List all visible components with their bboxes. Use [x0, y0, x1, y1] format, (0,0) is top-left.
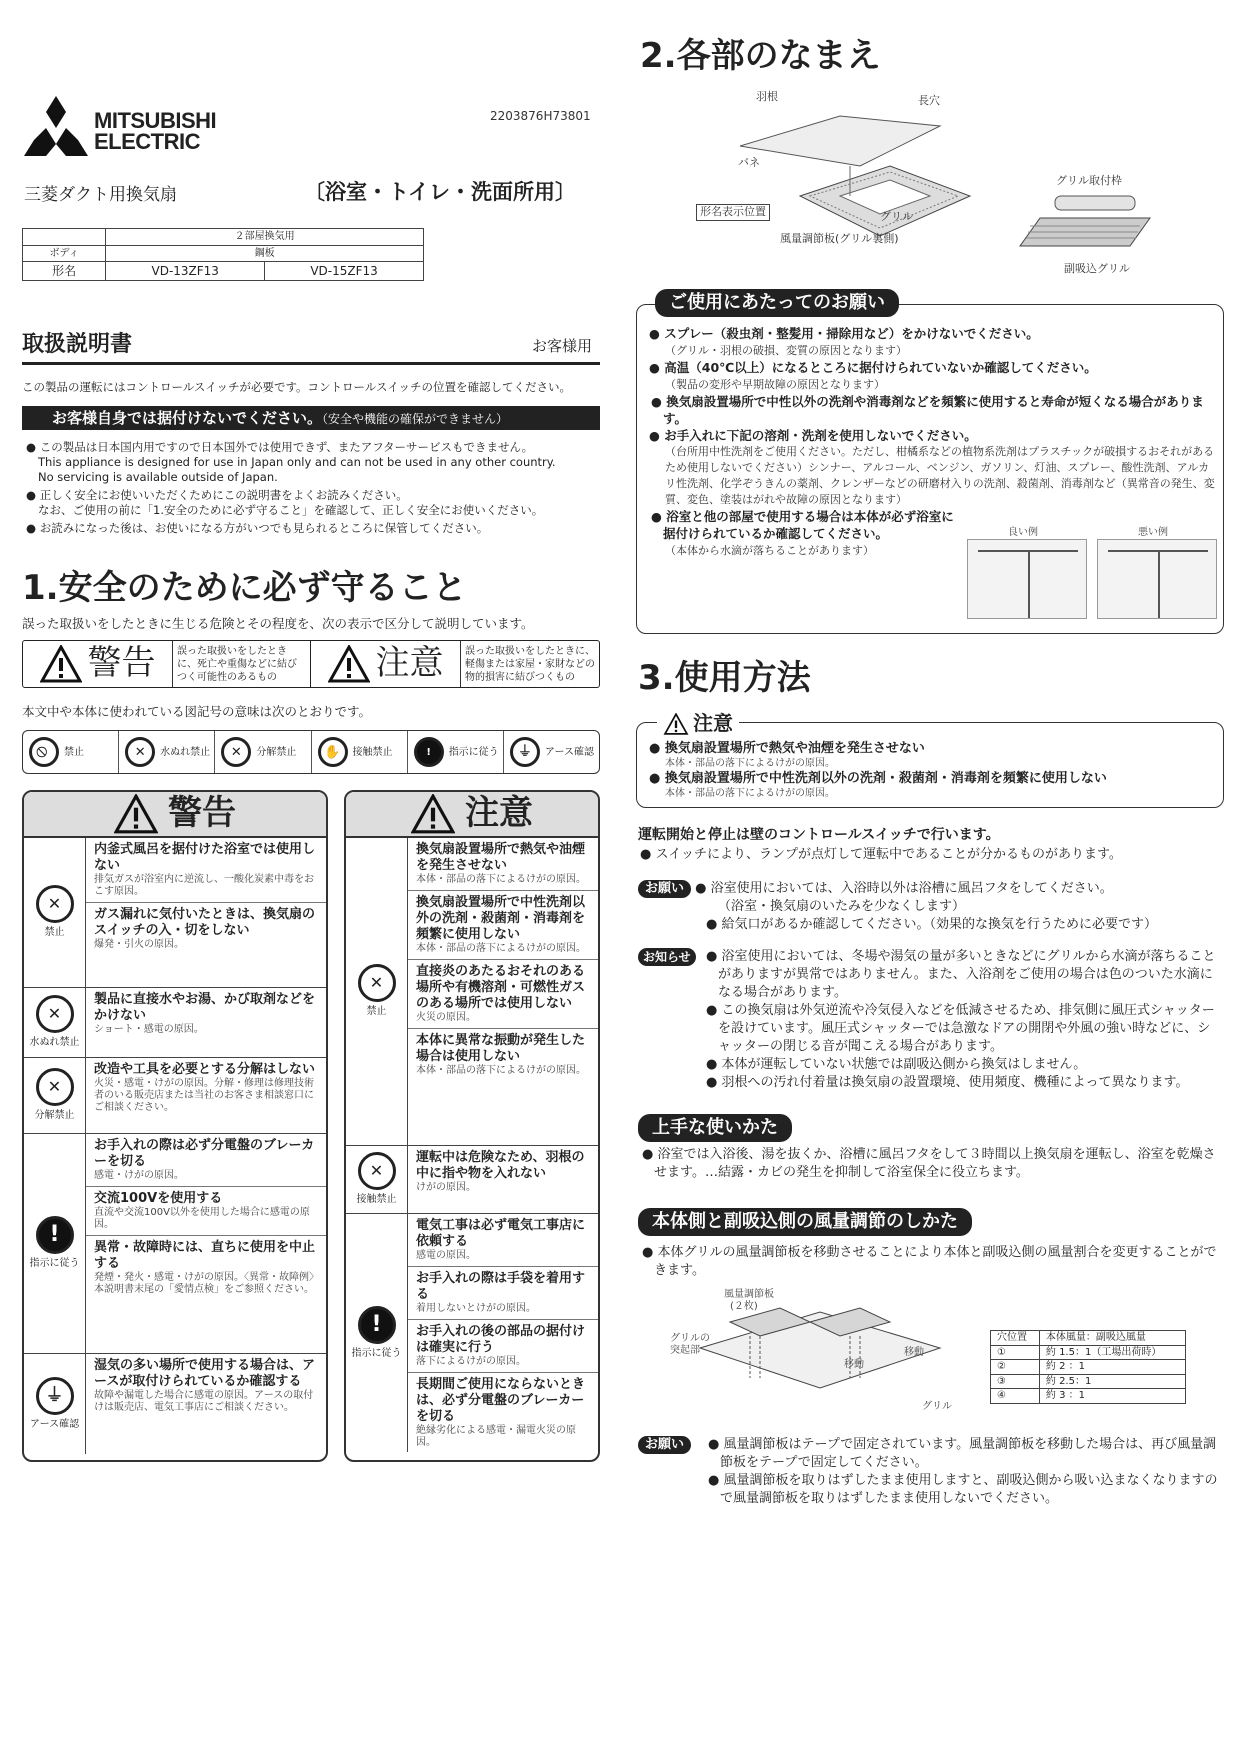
ratio-head-position: 穴位置: [991, 1331, 1040, 1346]
group-icon-label: 禁止: [44, 927, 65, 939]
notice-item: ● この換気扇は外気逆流や冷気侵入などを低減させるため、排気側に風圧式シャッターを設けています。風圧式シャッターでは急激なドアの開閉や外風の強い時などに、シャッターの閉じる音が聞こえる場合があります。: [706, 1003, 1215, 1054]
label-model-position: 形名表示位置: [696, 204, 770, 221]
table-item: [86, 988, 326, 1040]
request-box: [636, 292, 1224, 634]
item-title: 交流100Vを使用する: [94, 1191, 223, 1206]
move-label-1: 移動: [844, 1359, 864, 1370]
section3-title: 3.使用方法: [638, 658, 811, 698]
parts-diagram: [700, 86, 1220, 286]
item-note: 本体・部品の落下によるけがの原因。: [416, 943, 586, 954]
item-title: お手入れの際は必ず分電盤のブレーカーを切る: [94, 1138, 315, 1169]
item-note: 排気ガスが浴室内に逆流し、一酸化炭素中毒をおこす原因。: [94, 874, 314, 897]
section1-lead: 誤った取扱いをしたときに生じる危険とその程度を、次の表示で区分して説明しています。: [22, 616, 534, 631]
group-icon-label: 分解禁止: [34, 1110, 75, 1122]
final-request-section: [638, 1436, 1222, 1508]
item-note: 火災の原因。: [416, 1012, 476, 1023]
table-group: [24, 838, 326, 988]
label-sub-grille: 副吸込グリル: [1064, 262, 1130, 275]
table-item: [408, 1373, 598, 1453]
intro-item-en2: No servicing is available outside of Japan.: [38, 470, 278, 484]
table-item: [408, 960, 598, 1029]
ratio-head-value: 本体風量：副吸込風量: [1039, 1331, 1185, 1346]
product-table: [22, 228, 424, 281]
group-icon-label: 接触禁止: [356, 1194, 397, 1206]
warning-triangle-icon: [114, 794, 158, 834]
intro-item: ● お読みになった後は、お使いになる方がいつでも見られるところに保管してください。: [26, 521, 489, 535]
usage-request-2: ● 給気口があるか確認してください。（効果的な換気を行うために必要です）: [706, 917, 1157, 932]
body-label: ボディ: [23, 245, 106, 262]
usage-caution-item: ● 換気扇設置場所で熱気や油煙を発生させない: [649, 741, 925, 756]
prohibit-icon: ✕: [36, 885, 74, 923]
table-item: [408, 1320, 598, 1373]
usage-caution-sub: 本体・部品の落下によるけがの原因。: [665, 758, 835, 769]
caution-table-head: 注意: [346, 792, 598, 838]
table-item: [408, 1267, 598, 1320]
label-blade: 羽根: [756, 90, 778, 103]
group-icon-cell: [24, 1058, 86, 1133]
no-disassemble-icon: ✕: [221, 737, 251, 767]
fan-unit-illustration: [700, 86, 1220, 286]
item-title: 異常・故障時には、直ちに使用を中止する: [94, 1240, 316, 1271]
request-tag: お願い: [638, 880, 691, 898]
model-1: VD-13ZF13: [106, 262, 265, 281]
table-item: [86, 1354, 326, 1418]
group-icon-label: アース確認: [29, 1418, 80, 1430]
damper-diagram: [660, 1288, 960, 1420]
intro-item: ● 正しく安全にお使いいただくためにこの説明書をよくお読みください。: [26, 488, 408, 502]
symbol-follow: ! 指示に従う: [408, 731, 504, 773]
ratio-row: ② 約 2 ：1: [991, 1360, 1186, 1375]
group-icon-cell: [24, 838, 86, 987]
switch-note: この製品の運転にはコントロールスイッチが必要です。コントロールスイッチの位置を確認してください。: [22, 380, 572, 394]
warning-desc: 誤った取扱いをしたときに、死亡や重傷などに結びつく可能性のあるもの: [173, 641, 311, 687]
item-title: 換気扇設置場所で中性洗剤以外の洗剤・殺菌剤・消毒剤を頻繁に使用しない: [416, 895, 586, 942]
body-value: 鋼板: [106, 245, 424, 262]
symbol-no-disassemble: ✕ 分解禁止: [215, 731, 311, 773]
item-note: 故障や漏電した場合に感電の原因。アースの取付けは販売店、電気工事店にご相談ください。: [94, 1390, 314, 1413]
no-water-icon: ✕: [125, 737, 155, 767]
move-label-2: 移動: [904, 1347, 924, 1358]
good-example-diagram: [967, 527, 1087, 619]
intro-item-en1: This appliance is designed for use in Japan only and can not be used in any other country.: [38, 455, 556, 469]
table-item: [86, 1058, 326, 1118]
item-note: ショート・感電の原因。: [94, 1024, 204, 1035]
table-group: [346, 1214, 598, 1452]
item-note: 直流や交流100V以外を使用した場合に感電の原因。: [94, 1207, 310, 1230]
notice-item: ● 本体が運転していない状態では副吸込側から換気はしません。: [706, 1057, 1087, 1072]
group-icon-cell: [346, 1146, 408, 1213]
bad-example-label: 悪い例: [1138, 527, 1168, 538]
group-icon-label: 指示に従う: [351, 1347, 402, 1359]
model-2: VD-15ZF13: [265, 262, 424, 281]
brand-logo: [22, 96, 222, 156]
brand-name-1: MITSUBISHI: [94, 108, 217, 133]
grille-tab-label-1: グリルの: [670, 1333, 710, 1344]
usage-caution-box: [636, 711, 1224, 808]
request-item: ● 浴室と他の部屋で使用する場合は本体が必ず浴室に据付けられているか確認してください。: [651, 509, 954, 541]
warning-table-head: 警告: [24, 792, 326, 838]
table-title: ２部屋換気用: [106, 229, 424, 246]
request-item: ● スプレー（殺虫剤・整髪用・掃除用など）をかけないでください。: [649, 326, 1039, 341]
request-sub: （製品の変形や早期故障の原因となります）: [665, 378, 885, 391]
item-title: 湿気の多い場所で使用する場合は、アースが取付けられているか確認する: [94, 1358, 316, 1389]
grille-label: グリル: [922, 1401, 952, 1412]
table-group: [24, 1134, 326, 1354]
table-item: [408, 1214, 598, 1267]
operation-title: 運転開始と停止は壁のコントロールスイッチで行います。: [638, 827, 1000, 843]
request-title: ご使用にあたってのお願い: [655, 289, 899, 317]
bad-example-diagram: [1097, 527, 1217, 619]
usage-label: 〔浴室・トイレ・洗面所用〕: [304, 180, 576, 204]
ground-icon: ⏚: [510, 737, 540, 767]
item-title: 内釜式風呂を据付けた浴室では使用しない: [94, 842, 316, 873]
notice-item: ● 浴室使用においては、冬場や湯気の量が多いときなどにグリルから水滴が落ちることがありますが異常ではありません。また、入浴剤をご使用の場合は色のついた水滴になる場合があります。: [706, 949, 1216, 1000]
usage-caution-item: ● 換気扇設置場所で中性洗剤以外の洗剤・殺菌剤・消毒剤を頻繁に使用しない: [649, 771, 1107, 786]
item-title: 改造や工具を必要とする分解はしない: [94, 1062, 316, 1077]
item-note: 絶縁劣化による感電・漏電火災の原因。: [416, 1425, 576, 1448]
item-title: お手入れの際は手袋を着用する: [416, 1271, 586, 1302]
label-grille: グリル: [880, 210, 913, 223]
table-item: [408, 1029, 598, 1081]
no-disassemble-icon: ✕: [36, 1068, 74, 1106]
label-slot: 長穴: [918, 94, 940, 107]
no-self-install: お客様自身では据付けないでください。: [52, 409, 323, 427]
notice-section: [638, 948, 1222, 1092]
three-diamonds-icon: [22, 96, 90, 156]
manual-title: 取扱説明書: [22, 332, 133, 357]
request-item: ● お手入れに下記の溶剤・洗剤を使用しないでください。: [649, 428, 977, 443]
request-item: ● 換気扇設置場所で中性以外の洗剤や消毒剤などを頻繁に使用すると寿命が短くなる場合があります。: [651, 394, 1204, 426]
warning-legend: [22, 640, 600, 688]
table-group: [24, 1354, 326, 1454]
item-note: 火災・感電・けがの原因。分解・修理は修理技術者のいる販売店または当社のお客さま相談窓口にご相談ください。: [94, 1078, 314, 1113]
group-icon-label: 水ぬれ禁止: [29, 1037, 80, 1049]
final-request-item: ● 風量調節板を取りはずしたまま使用しますと、副吸込側から吸い込まなくなりますので風量調節板を取りはずしたまま使用しないでください。: [708, 1473, 1218, 1506]
warning-triangle-icon: [40, 645, 82, 683]
table-item: [86, 1134, 326, 1187]
no-touch-icon: ✕: [358, 1152, 396, 1190]
item-note: 落下によるけがの原因。: [416, 1356, 526, 1367]
request-sub: （グリル・羽根の破損、変質の原因となります）: [665, 344, 907, 357]
item-note: 感電・けがの原因。: [94, 1170, 184, 1181]
intro-item-note: なお、ご使用の前に「1.安全のために必ず守ること」を確認して、正しく安全にお使いください。: [38, 503, 544, 517]
request-sub: （本体から水滴が落ちることがあります）: [665, 544, 874, 557]
warning-label: 警告: [87, 643, 156, 684]
brand-name-2: ELECTRIC: [94, 129, 200, 154]
for-customer: お客様用: [532, 337, 593, 355]
exclamation-icon: !: [36, 1216, 74, 1254]
operation-note: ● スイッチにより、ランプが点灯して運転中であることが分かるものがあります。: [640, 847, 1122, 862]
item-note: 着用しないとけがの原因。: [416, 1303, 536, 1314]
symbol-no-water: ✕ 水ぬれ禁止: [119, 731, 215, 773]
group-icon-cell: [346, 838, 408, 1145]
table-group: [346, 838, 598, 1146]
item-title: 電気工事は必ず電気工事店に依頼する: [416, 1218, 586, 1249]
symbols-row: [22, 730, 600, 774]
caution-triangle-icon: [663, 713, 689, 735]
notice-tag: お知らせ: [638, 948, 696, 966]
group-icon-cell: [24, 988, 86, 1057]
table-item: [86, 1236, 326, 1300]
usage-request-1: 浴室使用においては、入浴時以外は浴槽に風呂フタをしてください。: [710, 881, 1113, 896]
final-request-tag: お願い: [638, 1436, 691, 1454]
caution-label: 注意: [375, 643, 444, 684]
section1-title: 1.安全のために必ず守ること: [22, 568, 467, 608]
item-title: 直接炎のあたるおそれのある場所や有機溶剤・可燃性ガスのある場所では使用しない: [416, 964, 586, 1011]
adjust-title: 本体側と副吸込側の風量調節のしかた: [638, 1208, 972, 1236]
model-label: 形名: [23, 262, 106, 281]
tips-title: 上手な使いかた: [638, 1114, 792, 1142]
table-group: [24, 1058, 326, 1134]
request-section: お願い ● 浴室使用においては、入浴時以外は浴槽に風呂フタをしてください。 （浴室・換気扇のいたみを少なくします） ● 給気口があるか確認してください。（効果的な換気を行うために必要です）: [638, 880, 1222, 934]
item-note: 本体・部品の落下によるけがの原因。: [416, 1065, 586, 1076]
no-water-icon: ✕: [36, 995, 74, 1033]
symbol-prohibit: 禁止: [23, 731, 119, 773]
final-request-item: ● 風量調節板はテープで固定されています。風量調節板を移動した場合は、再び風量調節板をテープで固定してください。: [708, 1437, 1217, 1470]
damper-label: 風量調節板: [724, 1289, 774, 1300]
table-item: [408, 891, 598, 960]
table-group: [346, 1146, 598, 1214]
ground-icon: ⏚: [36, 1377, 74, 1415]
no-self-install-bar: [22, 406, 600, 430]
usage-caution-label: 注意: [693, 711, 733, 735]
request-sub: （台所用中性洗剤をご使用ください。ただし、柑橘系などの植物系洗剤はプラスチックが破損するおそれがあるため使用しないでください）シンナー、アルコール、ベンジン、ガソリン、灯油、スプレー、酸性洗剤、アルカリ性洗剤、化学ぞうきんの薬剤、クレンザーなどの研磨材入りの洗剤、殺菌剤、消毒剤など（異常音の発生、変質、変色、塗装はがれや故障の原因となります）: [665, 445, 1215, 506]
label-grille-frame: グリル取付枠: [1056, 174, 1122, 187]
warning-table: [22, 790, 328, 1462]
item-title: 本体に異常な振動が発生した場合は使用しない: [416, 1033, 586, 1064]
adjust-text: ● 本体グリルの風量調節板を移動させることにより本体と副吸込側の風量割合を変更することができます。: [642, 1245, 1217, 1278]
item-title: ガス漏れに気付いたときは、換気扇のスイッチの入・切をしない: [94, 907, 316, 938]
item-note: 発煙・発火・感電・けがの原因。〈異常・故障例〉本説明書末尾の「愛情点検」をご参照ください。: [94, 1272, 319, 1295]
good-example-label: 良い例: [1008, 527, 1038, 538]
usage-caution-sub: 本体・部品の落下によるけがの原因。: [665, 788, 835, 799]
ratio-row: ① 約 1.5：1（工場出荷時）: [991, 1345, 1186, 1360]
table-item: [86, 1187, 326, 1236]
label-spring: バネ: [738, 156, 760, 169]
item-title: お手入れの後の部品の据付けは確実に行う: [416, 1324, 586, 1355]
table-item: [86, 838, 326, 903]
caution-triangle-icon: [328, 645, 370, 683]
product-line: 三菱ダクト用換気扇: [24, 185, 177, 205]
item-note: 本体・部品の落下によるけがの原因。: [416, 874, 586, 885]
damper-count: (２枚): [730, 1301, 758, 1312]
caution-table: [344, 790, 600, 1462]
label-damper: 風量調節板(グリル裏側): [780, 232, 899, 245]
prohibit-icon: [29, 737, 59, 767]
group-icon-cell: [346, 1214, 408, 1452]
doc-code: 2203876H73801: [490, 109, 591, 123]
group-icon-label: 指示に従う: [29, 1258, 80, 1270]
symbols-lead: 本文中や本体に使われている図記号の意味は次のとおりです。: [22, 704, 372, 719]
group-icon-label: 禁止: [366, 1006, 387, 1018]
no-touch-icon: ✋: [318, 737, 348, 767]
title-rule: [22, 362, 600, 365]
table-item: [408, 838, 598, 891]
section2-title: 2.各部のなまえ: [640, 36, 881, 76]
grille-tab-label-2: 突起部: [670, 1345, 700, 1356]
table-item: [86, 903, 326, 955]
item-title: 製品に直接水やお湯、かび取剤などをかけない: [94, 992, 316, 1023]
group-icon-cell: [24, 1134, 86, 1353]
table-item: [408, 1146, 598, 1198]
item-title: 運転中は危険なため、羽根の中に指や物を入れない: [416, 1150, 585, 1181]
table-group: [24, 988, 326, 1058]
intro-item: ● この製品は日本国内用ですので日本国外では使用できず、またアフターサービスもできません。: [26, 440, 534, 454]
airflow-ratio-table: [990, 1330, 1186, 1404]
no-self-install-sub: （安全や機能の確保ができません）: [322, 412, 509, 426]
symbol-ground: ⏚ アース確認: [504, 731, 599, 773]
tips-text: ● 浴室では入浴後、湯を抜くか、浴槽に風呂フタをして３時間以上換気扇を運転し、浴室を乾燥させます。…結露・カビの発生を抑制して浴室保全に役立ちます。: [642, 1147, 1216, 1180]
request-item: ● 高温（40℃以上）になるところに据付けられていないか確認してください。: [649, 360, 1097, 375]
usage-request-1-sub: （浴室・換気扇のいたみを少なくします）: [718, 899, 966, 914]
caution-desc: 誤った取扱いをしたときに、軽傷または家屋・家財などの物的損害に結びつくもの: [465, 645, 595, 683]
intro-list: [24, 440, 604, 536]
group-icon-cell: [24, 1354, 86, 1454]
exclamation-icon: !: [358, 1306, 396, 1344]
item-note: けがの原因。: [416, 1182, 476, 1193]
item-note: 感電の原因。: [416, 1250, 476, 1261]
ratio-row: ④ 約 3 ：1: [991, 1389, 1186, 1404]
item-note: 爆発・引火の原因。: [94, 939, 184, 950]
caution-triangle-icon: [411, 794, 455, 834]
symbol-no-touch: ✋ 接触禁止: [312, 731, 408, 773]
exclamation-icon: !: [414, 737, 444, 767]
item-title: 長期間ご使用にならないときは、必ず分電盤のブレーカーを切る: [416, 1377, 586, 1424]
item-title: 換気扇設置場所で熱気や油煙を発生させない: [416, 842, 586, 873]
prohibit-icon: ✕: [358, 964, 396, 1002]
notice-item: ● 羽根への汚れ付着量は換気扇の設置環境、使用頻度、機種によって異なります。: [706, 1075, 1189, 1090]
ratio-row: ③ 約 2.5：1: [991, 1374, 1186, 1389]
